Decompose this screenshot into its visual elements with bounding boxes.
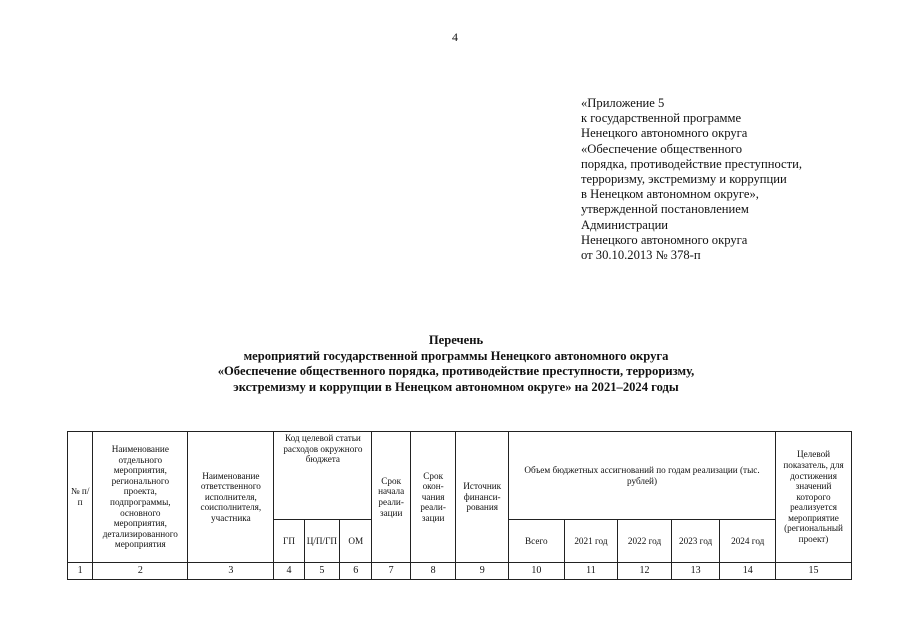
- column-number: 1: [68, 563, 93, 580]
- appendix-line: от 30.10.2013 № 378-п: [581, 248, 701, 263]
- header-no: № п/п: [68, 432, 93, 563]
- column-number: 3: [188, 563, 274, 580]
- column-number: 12: [618, 563, 672, 580]
- title-line: Перечень: [428, 333, 484, 347]
- header-target: Целевой показатель, для достижения значений которого реализуется мероприятие (региональный проект): [776, 432, 852, 563]
- header-budget-group: Объем бюджетных ассигнований по годам реализации (тыс. рублей): [509, 432, 776, 520]
- column-numbers-row: [68, 563, 852, 580]
- appendix-line: Ненецкого автономного округа: [581, 126, 748, 141]
- column-number: 9: [456, 563, 509, 580]
- column-number: 13: [671, 563, 720, 580]
- header-om: ОМ: [340, 520, 372, 563]
- column-number: 10: [509, 563, 565, 580]
- header-2021: 2021 год: [564, 520, 618, 563]
- appendix-line: порядка, противодействие преступности,: [581, 156, 803, 171]
- header-executor: Наименование ответственного исполнителя, соисполнителя, участника: [188, 432, 274, 563]
- title-line: экстремизму и коррупции в Ненецком автономном округе» на 2021–2024 годы: [233, 379, 679, 394]
- header-code-group: Код целевой статьи расходов окружного бюджета: [274, 432, 372, 520]
- appendix-line: Администрации: [581, 217, 669, 232]
- column-number: 8: [410, 563, 456, 580]
- column-number: 7: [372, 563, 410, 580]
- column-number: 5: [304, 563, 339, 580]
- header-total: Всего: [509, 520, 565, 563]
- title-line: «Обеспечение общественного порядка, противодействие преступности, терроризму,: [217, 364, 695, 378]
- appendix-line: к государственной программе: [581, 111, 742, 126]
- column-number: 4: [274, 563, 304, 580]
- header-gp: ГП: [274, 520, 304, 563]
- header-2024: 2024 год: [720, 520, 776, 563]
- column-number: 6: [340, 563, 372, 580]
- header-start: Срок начала реали-зации: [372, 432, 410, 563]
- appendix-line: терроризму, экстремизму и коррупции: [581, 172, 787, 187]
- column-number: 2: [93, 563, 188, 580]
- document-title: [100, 333, 812, 395]
- header-cpgp: Ц/П/ГП: [304, 520, 339, 563]
- header-2022: 2022 год: [618, 520, 672, 563]
- column-number: 15: [776, 563, 852, 580]
- header-2023: 2023 год: [671, 520, 720, 563]
- header-source: Источник финанси-рования: [456, 432, 509, 563]
- page-number: 4: [452, 30, 458, 44]
- table-header-row: [68, 432, 852, 520]
- appendix-line: утвержденной постановлением: [581, 202, 749, 217]
- header-end: Срок окон-чания реали-зации: [410, 432, 456, 563]
- title-line: мероприятий государственной программы Ненецкого автономного округа: [243, 348, 669, 363]
- appendix-line: в Ненецком автономном округе»,: [581, 187, 759, 202]
- appendix-line: «Приложение 5: [581, 96, 665, 110]
- column-number: 11: [564, 563, 618, 580]
- header-measure-name: Наименование отдельного мероприятия, регионального проекта, подпрограммы, основного мероприятия, детализированного мероприятия: [93, 432, 188, 563]
- appendix-header: [581, 96, 881, 263]
- appendix-line: Ненецкого автономного округа: [581, 232, 748, 247]
- column-number: 14: [720, 563, 776, 580]
- measures-table: [67, 431, 852, 580]
- appendix-line: «Обеспечение общественного: [581, 141, 743, 156]
